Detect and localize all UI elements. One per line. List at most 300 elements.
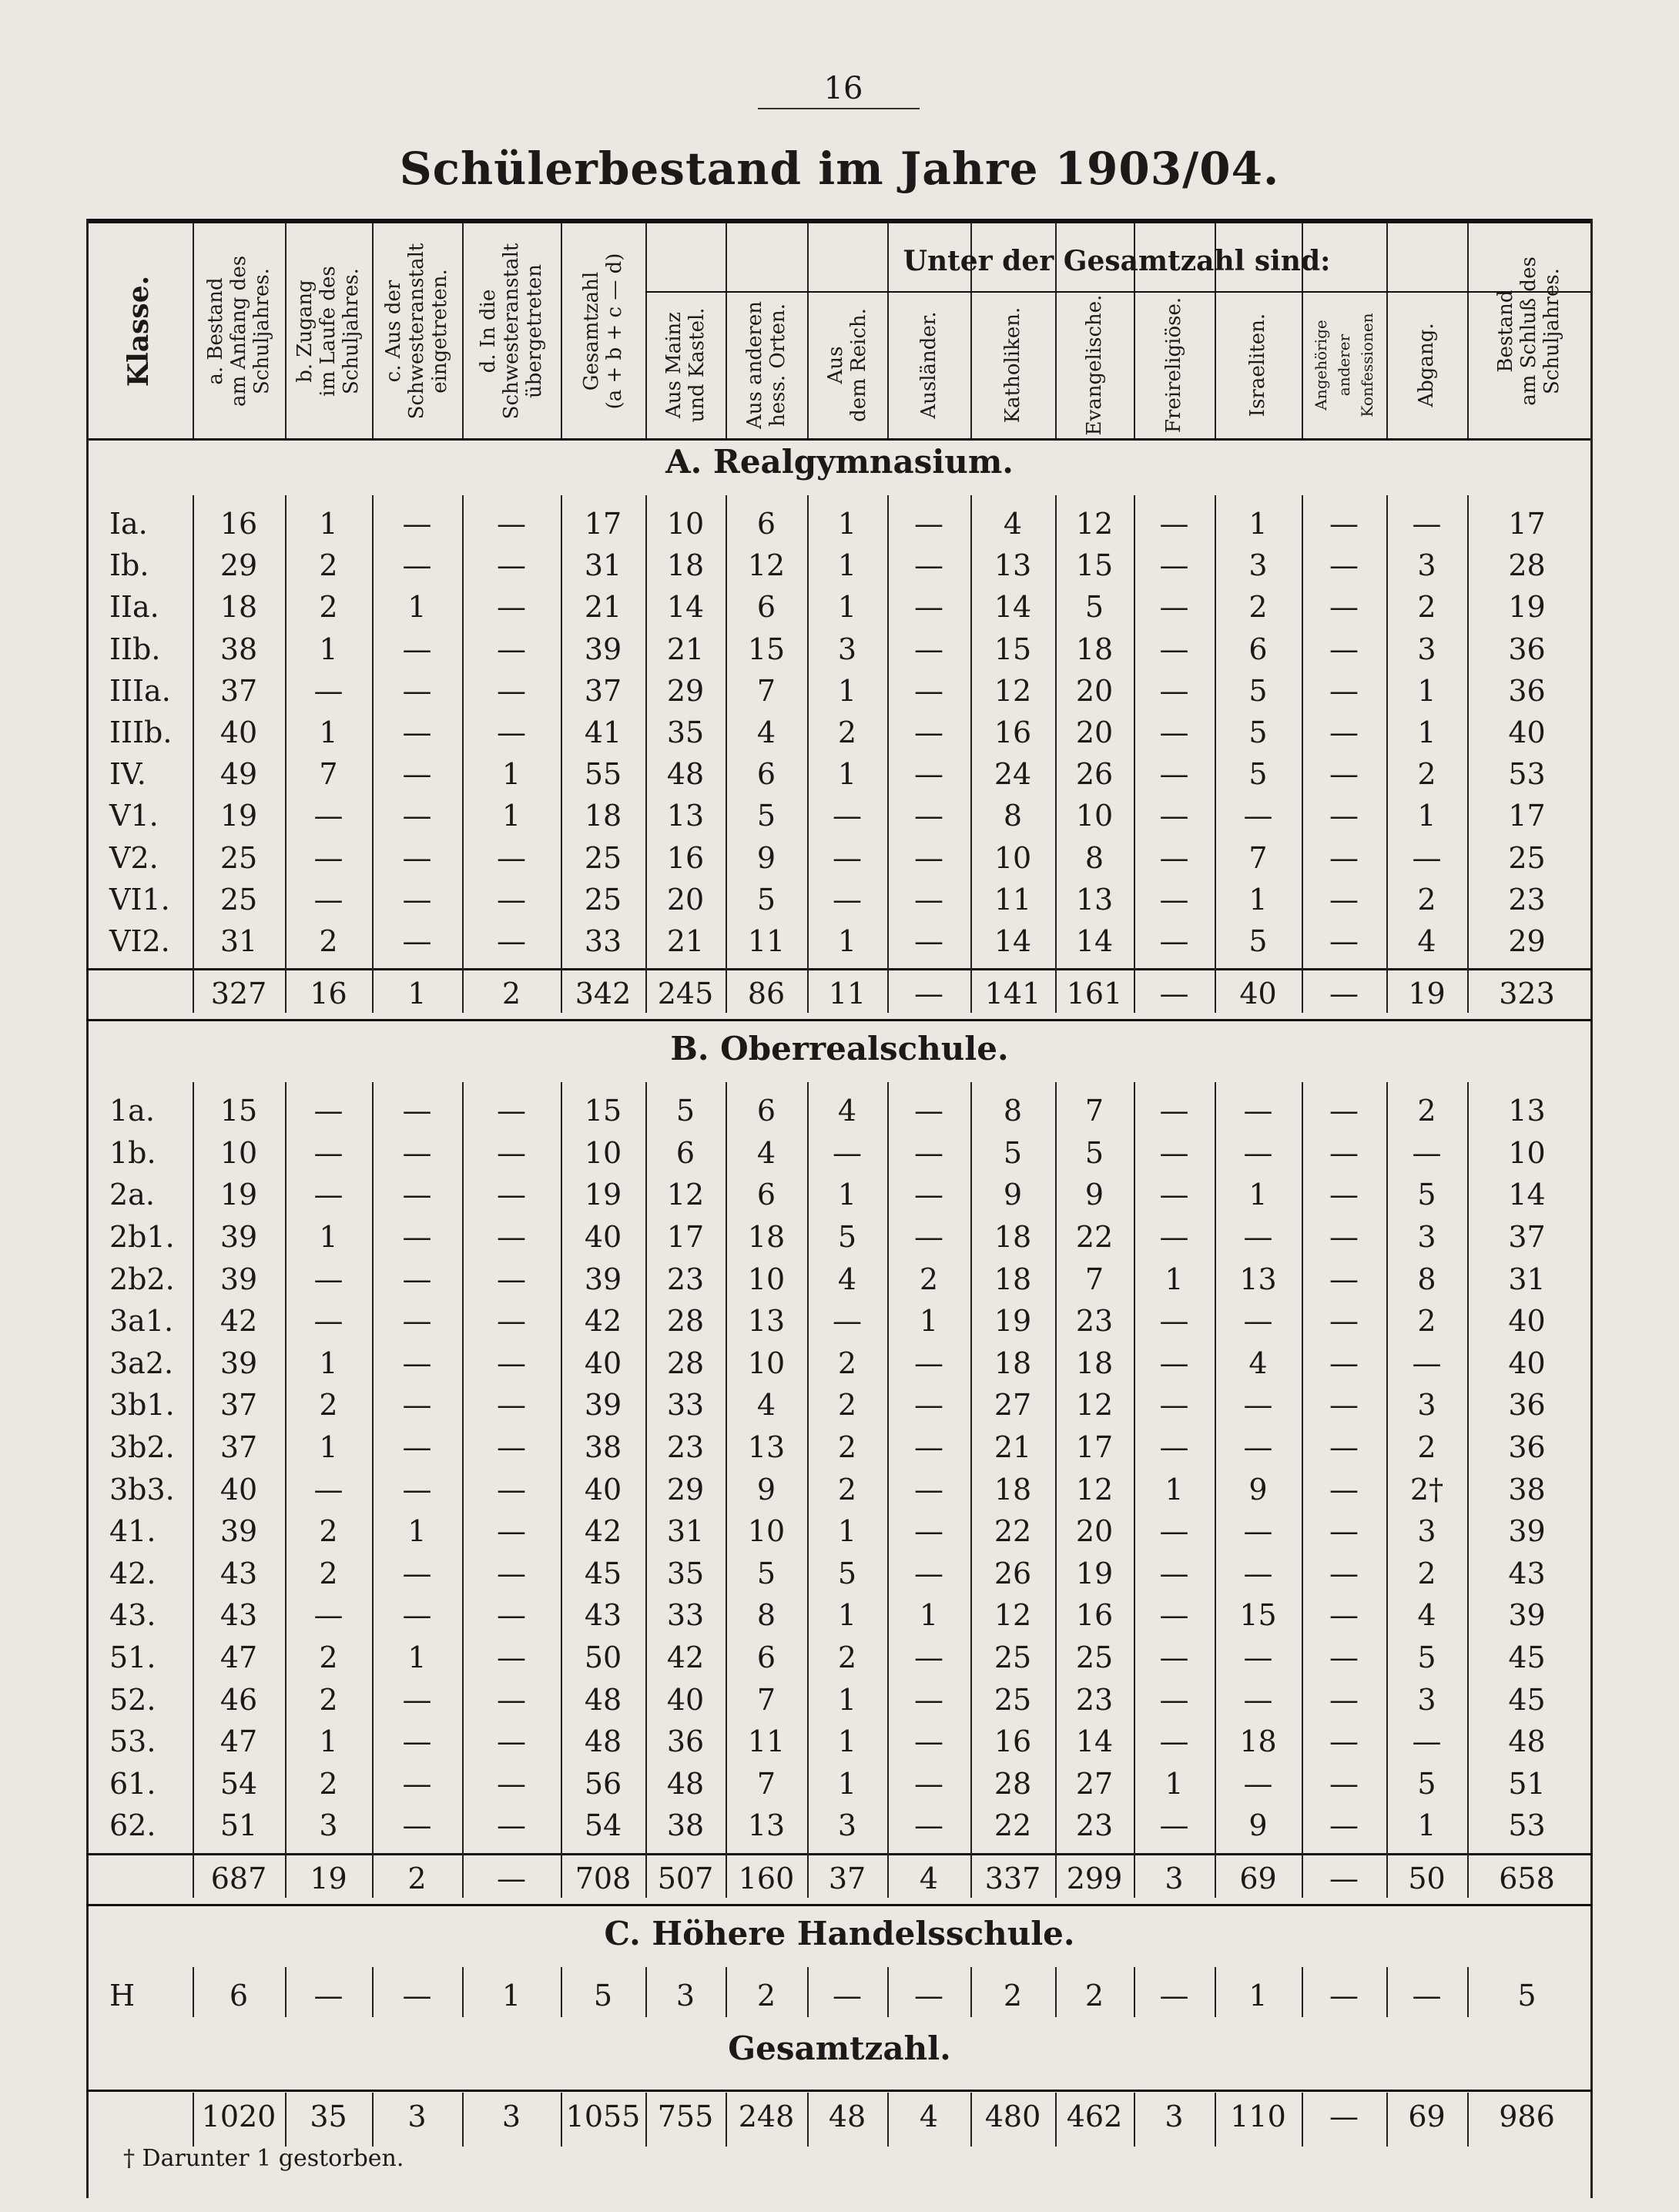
- cell-a: 15: [220, 1094, 258, 1128]
- table-row: [0, 1594, 1679, 1636]
- cell-schluss: 39: [1508, 1514, 1546, 1549]
- cell-ausl: —: [914, 1808, 943, 1843]
- table-row: [0, 1469, 1679, 1510]
- cell-evang: 23: [1075, 1304, 1114, 1339]
- cell-andere: —: [1329, 1514, 1359, 1549]
- column-divider: [285, 1967, 287, 2017]
- cell-total: 48: [584, 1724, 622, 1759]
- cell-evang: 5: [1084, 1135, 1104, 1170]
- cell-isr: 13: [1239, 1262, 1277, 1296]
- cell-klasse: Ia.: [109, 507, 148, 541]
- column-divider: [1215, 2093, 1216, 2147]
- cell-a: 687: [210, 1862, 267, 1895]
- cell-evang: 18: [1075, 632, 1114, 666]
- cell-klasse: 51.: [109, 1641, 156, 1674]
- footnote: † Darunter 1 gestorben.: [123, 2145, 404, 2172]
- cell-abgang: 2: [1417, 1430, 1436, 1464]
- cell-d: —: [497, 1094, 526, 1128]
- cell-b: —: [313, 840, 344, 875]
- column-divider: [645, 1082, 647, 1898]
- cell-abgang: 1: [1417, 716, 1436, 749]
- cell-schluss: 40: [1508, 716, 1546, 749]
- cell-isr: 4: [1248, 1346, 1268, 1380]
- cell-d: —: [497, 1220, 526, 1254]
- table-row: [0, 1805, 1679, 1846]
- column-header-text: Aus Mainz und Kastel.: [662, 307, 709, 423]
- cell-b: 2: [319, 1641, 338, 1674]
- cell-reich: 1: [837, 924, 857, 958]
- cell-reich: 3: [837, 632, 857, 666]
- cell-andere: —: [1329, 1682, 1359, 1717]
- cell-kath: 4: [1003, 507, 1023, 541]
- cell-klasse: 2b1.: [109, 1220, 175, 1254]
- cell-c: —: [402, 1598, 432, 1633]
- cell-reich: 2: [837, 1641, 857, 1674]
- cell-schluss: 10: [1508, 1135, 1546, 1170]
- table-row: [0, 753, 1679, 795]
- column-divider: [887, 1082, 889, 1898]
- cell-c: —: [402, 1766, 432, 1801]
- cell-a: 39: [220, 1346, 258, 1380]
- cell-kath: 24: [994, 757, 1032, 792]
- cell-kath: 12: [994, 673, 1032, 708]
- cell-d: —: [497, 1808, 526, 1843]
- cell-mainz: 16: [666, 840, 705, 875]
- cell-andere: —: [1329, 2099, 1359, 2133]
- cell-klasse: 62.: [109, 1808, 156, 1843]
- column-divider: [193, 2093, 194, 2147]
- column-divider: [193, 1082, 194, 1898]
- cell-kath: 18: [994, 1472, 1032, 1507]
- cell-hess: 13: [747, 1430, 786, 1464]
- cell-d: —: [497, 1724, 526, 1759]
- cell-abgang: 3: [1417, 1514, 1436, 1549]
- cell-klasse: IIb.: [109, 632, 161, 666]
- cell-frei: —: [1159, 840, 1189, 875]
- cell-kath: 21: [994, 1430, 1032, 1464]
- cell-ausl: —: [914, 1388, 943, 1423]
- cell-a: 37: [220, 673, 258, 708]
- column-divider: [285, 2093, 287, 2147]
- column-divider: [970, 1082, 972, 1898]
- cell-hess: 5: [756, 882, 776, 917]
- cell-isr: 2: [1248, 590, 1268, 625]
- cell-andere: —: [1329, 548, 1359, 583]
- cell-isr: —: [1243, 1220, 1273, 1254]
- table-row: [0, 1510, 1679, 1552]
- cell-b: —: [313, 1304, 344, 1339]
- cell-b: 35: [310, 2099, 347, 2133]
- cell-c: 1: [407, 590, 427, 625]
- column-divider: [807, 1082, 809, 1898]
- cell-isr: 7: [1248, 840, 1268, 875]
- table-row: [0, 1132, 1679, 1174]
- cell-abgang: 19: [1408, 977, 1446, 1011]
- section-total-row: [0, 973, 1679, 1014]
- cell-a: 49: [220, 757, 258, 792]
- cell-kath: 27: [994, 1388, 1032, 1423]
- cell-evang: 14: [1075, 924, 1114, 958]
- cell-a: 38: [220, 632, 258, 666]
- cell-kath: 25: [994, 1641, 1032, 1674]
- cell-abgang: 8: [1417, 1262, 1436, 1296]
- cell-hess: 9: [756, 840, 776, 875]
- cell-schluss: 17: [1508, 507, 1546, 541]
- cell-abgang: 1: [1417, 1808, 1436, 1843]
- column-divider: [462, 1082, 464, 1898]
- column-header-text: Freireligiöse.: [1162, 297, 1185, 434]
- cell-ausl: —: [914, 1766, 943, 1801]
- cell-b: 1: [319, 1346, 338, 1380]
- cell-andere: —: [1329, 1388, 1359, 1423]
- cell-frei: —: [1159, 1556, 1189, 1590]
- cell-reich: —: [833, 1135, 862, 1170]
- cell-c: —: [402, 1178, 432, 1212]
- cell-andere: —: [1329, 924, 1359, 958]
- cell-c: —: [402, 1430, 432, 1464]
- cell-hess: 248: [738, 2099, 795, 2133]
- cell-total: 19: [584, 1178, 622, 1212]
- section-end-rule: [86, 1904, 1592, 1906]
- cell-hess: 8: [756, 1598, 776, 1633]
- column-divider: [1055, 1967, 1057, 2017]
- cell-schluss: 323: [1499, 977, 1555, 1011]
- cell-b: 2: [319, 1682, 338, 1717]
- cell-reich: 11: [828, 977, 866, 1011]
- cell-b: 2: [319, 1388, 338, 1423]
- cell-total: 39: [584, 632, 622, 666]
- cell-klasse: 3b1.: [109, 1388, 175, 1423]
- cell-d: —: [497, 1514, 526, 1549]
- cell-d: —: [497, 1641, 526, 1674]
- cell-frei: —: [1159, 1682, 1189, 1717]
- section-heading: C. Höhere Handelsschule.: [604, 1915, 1075, 1952]
- cell-frei: —: [1159, 1430, 1189, 1464]
- column-divider: [462, 1967, 464, 2017]
- column-divider: [1467, 1967, 1469, 2017]
- cell-evang: 20: [1075, 1514, 1114, 1549]
- column-divider: [285, 495, 287, 1013]
- cell-evang: 299: [1066, 1862, 1123, 1895]
- column-header-text: d. In die Schwesteranstalt übergetreten: [477, 243, 546, 420]
- table-row: [0, 1258, 1679, 1300]
- column-divider: [726, 2093, 727, 2147]
- cell-andere: —: [1329, 757, 1359, 792]
- cell-reich: —: [833, 882, 862, 917]
- cell-isr: 1: [1248, 507, 1268, 541]
- cell-c: 1: [407, 977, 427, 1011]
- cell-c: —: [402, 799, 432, 833]
- cell-total: 50: [584, 1641, 622, 1674]
- cell-hess: 2: [756, 1979, 776, 2013]
- cell-d: —: [497, 1178, 526, 1212]
- cell-ausl: 4: [919, 2099, 939, 2133]
- cell-total: 21: [584, 590, 622, 625]
- table-row: [0, 1090, 1679, 1131]
- cell-abgang: —: [1412, 1346, 1442, 1380]
- cell-b: 1: [319, 1724, 338, 1759]
- table-row: [0, 1679, 1679, 1721]
- cell-hess: 15: [747, 632, 786, 666]
- cell-mainz: 5: [675, 1094, 695, 1128]
- cell-isr: 1: [1248, 1178, 1268, 1212]
- cell-schluss: 986: [1499, 2099, 1555, 2133]
- cell-schluss: 19: [1508, 590, 1546, 625]
- cell-ausl: —: [914, 1472, 943, 1507]
- cell-hess: 160: [738, 1862, 795, 1895]
- cell-reich: 2: [837, 1430, 857, 1464]
- cell-mainz: 21: [666, 632, 705, 666]
- cell-b: 2: [319, 548, 338, 583]
- cell-mainz: 6: [675, 1135, 695, 1170]
- cell-klasse: IIa.: [109, 590, 159, 625]
- cell-evang: 16: [1075, 1598, 1114, 1633]
- cell-a: 39: [220, 1220, 258, 1254]
- cell-evang: 5: [1084, 590, 1104, 625]
- cell-isr: 1: [1248, 1979, 1268, 2013]
- page-title: Schülerbestand im Jahre 1903/04.: [399, 142, 1280, 195]
- cell-ausl: —: [914, 840, 943, 875]
- cell-isr: —: [1243, 1641, 1273, 1674]
- cell-andere: —: [1329, 1220, 1359, 1254]
- cell-andere: —: [1329, 590, 1359, 625]
- cell-evang: 7: [1084, 1262, 1104, 1296]
- cell-ausl: —: [914, 977, 943, 1011]
- column-divider: [561, 495, 562, 1013]
- cell-frei: —: [1159, 1598, 1189, 1633]
- cell-klasse: 3a1.: [109, 1304, 174, 1339]
- cell-abgang: 2: [1417, 882, 1436, 917]
- cell-klasse: 2b2.: [109, 1262, 175, 1296]
- cell-kath: 5: [1003, 1135, 1023, 1170]
- cell-schluss: 45: [1508, 1641, 1546, 1674]
- cell-frei: 3: [1165, 1862, 1184, 1895]
- cell-frei: —: [1159, 799, 1189, 833]
- table-row: [0, 712, 1679, 753]
- column-divider: [285, 1082, 287, 1898]
- column-header-text: Aus dem Reich.: [824, 308, 870, 422]
- column-divider: [193, 495, 194, 1013]
- cell-kath: 14: [994, 590, 1032, 625]
- cell-kath: 12: [994, 1598, 1032, 1633]
- cell-b: —: [313, 1178, 344, 1212]
- cell-frei: —: [1159, 1135, 1189, 1170]
- cell-d: —: [497, 1556, 526, 1590]
- cell-total: 40: [584, 1220, 622, 1254]
- cell-schluss: 36: [1508, 1430, 1546, 1464]
- cell-hess: 11: [747, 1724, 786, 1759]
- column-divider: [1386, 2093, 1388, 2147]
- cell-frei: —: [1159, 757, 1189, 792]
- cell-evang: 161: [1066, 977, 1123, 1011]
- cell-b: 2: [319, 1766, 338, 1801]
- cell-ausl: —: [914, 548, 943, 583]
- cell-mainz: 31: [666, 1514, 705, 1549]
- cell-evang: 2: [1084, 1979, 1104, 2013]
- cell-d: —: [497, 548, 526, 583]
- cell-ausl: 1: [919, 1598, 939, 1633]
- cell-total: 39: [584, 1388, 622, 1423]
- cell-d: 1: [501, 757, 521, 792]
- column-divider: [1467, 2093, 1469, 2147]
- column-header-text: Abgang.: [1415, 323, 1438, 407]
- cell-hess: 7: [756, 673, 776, 708]
- table-row: [0, 1637, 1679, 1678]
- cell-c: —: [402, 1682, 432, 1717]
- column-divider: [645, 2093, 647, 2147]
- cell-schluss: 39: [1508, 1598, 1546, 1633]
- cell-a: 6: [229, 1979, 249, 2013]
- cell-mainz: 21: [666, 924, 705, 958]
- cell-d: —: [497, 924, 526, 958]
- column-divider: [726, 495, 727, 1013]
- cell-kath: 18: [994, 1220, 1032, 1254]
- cell-kath: 2: [1003, 1979, 1023, 2013]
- cell-c: —: [402, 1346, 432, 1380]
- table-row: [0, 1300, 1679, 1342]
- column-header-text: Evangelische.: [1083, 294, 1106, 436]
- cell-kath: 22: [994, 1514, 1032, 1549]
- cell-reich: 37: [828, 1862, 866, 1895]
- cell-schluss: 36: [1508, 632, 1546, 666]
- cell-a: 25: [220, 840, 258, 875]
- cell-isr: —: [1243, 1094, 1273, 1128]
- cell-schluss: 37: [1508, 1220, 1546, 1254]
- cell-andere: —: [1329, 1094, 1359, 1128]
- cell-evang: 15: [1075, 548, 1114, 583]
- cell-c: —: [402, 632, 432, 666]
- cell-b: —: [313, 882, 344, 917]
- cell-frei: —: [1159, 507, 1189, 541]
- section-heading: A. Realgymnasium.: [665, 443, 1014, 481]
- cell-isr: —: [1243, 1304, 1273, 1339]
- cell-mainz: 18: [666, 548, 705, 583]
- cell-kath: 9: [1003, 1178, 1023, 1212]
- table-row: [0, 1216, 1679, 1258]
- cell-d: —: [497, 1472, 526, 1507]
- cell-d: —: [497, 1388, 526, 1423]
- cell-klasse: 41.: [109, 1514, 156, 1549]
- table-row: [0, 503, 1679, 545]
- cell-isr: 5: [1248, 924, 1268, 958]
- cell-b: —: [313, 1094, 344, 1128]
- cell-frei: —: [1159, 673, 1189, 708]
- cell-c: —: [402, 1262, 432, 1296]
- cell-frei: —: [1159, 977, 1189, 1011]
- cell-schluss: 5: [1517, 1979, 1537, 2013]
- section-heading: B. Oberrealschule.: [670, 1030, 1009, 1068]
- cell-abgang: 3: [1417, 1220, 1436, 1254]
- cell-hess: 4: [756, 1135, 776, 1170]
- cell-reich: 2: [837, 1388, 857, 1423]
- cell-a: 19: [220, 1178, 258, 1212]
- cell-a: 54: [220, 1766, 258, 1801]
- cell-andere: —: [1329, 1598, 1359, 1633]
- table-row: [0, 837, 1679, 879]
- cell-evang: 8: [1084, 840, 1104, 875]
- cell-kath: 8: [1003, 799, 1023, 833]
- cell-d: —: [497, 673, 526, 708]
- column-divider: [1386, 1082, 1388, 1898]
- cell-frei: —: [1159, 1388, 1189, 1423]
- cell-isr: 1: [1248, 882, 1268, 917]
- cell-mainz: 23: [666, 1430, 705, 1464]
- column-divider: [193, 1967, 194, 2017]
- cell-reich: 1: [837, 548, 857, 583]
- cell-andere: —: [1329, 1724, 1359, 1759]
- cell-evang: 23: [1075, 1682, 1114, 1717]
- column-divider: [887, 2093, 889, 2147]
- cell-d: —: [497, 590, 526, 625]
- cell-c: —: [402, 548, 432, 583]
- cell-frei: —: [1159, 924, 1189, 958]
- column-divider: [807, 1967, 809, 2017]
- cell-kath: 11: [994, 882, 1032, 917]
- section-end-rule: [86, 1019, 1592, 1021]
- cell-total: 25: [584, 882, 622, 917]
- cell-abgang: 5: [1417, 1178, 1436, 1212]
- cell-hess: 7: [756, 1682, 776, 1717]
- cell-b: —: [313, 1262, 344, 1296]
- cell-reich: 1: [837, 1766, 857, 1801]
- table-row: [0, 879, 1679, 920]
- column-divider: [462, 495, 464, 1013]
- cell-b: 1: [319, 716, 338, 749]
- cell-b: 1: [319, 507, 338, 541]
- cell-reich: 1: [837, 1682, 857, 1717]
- cell-andere: —: [1329, 673, 1359, 708]
- cell-abgang: —: [1412, 507, 1442, 541]
- cell-b: 2: [319, 924, 338, 958]
- cell-ausl: —: [914, 507, 943, 541]
- grand-total-heading: Gesamtzahl.: [728, 2029, 951, 2067]
- cell-kath: 15: [994, 632, 1032, 666]
- cell-abgang: 5: [1417, 1766, 1436, 1801]
- cell-klasse: 43.: [109, 1598, 156, 1633]
- column-divider: [970, 1967, 972, 2017]
- cell-mainz: 10: [666, 507, 705, 541]
- cell-a: 37: [220, 1388, 258, 1423]
- cell-frei: —: [1159, 1514, 1189, 1549]
- cell-a: 40: [220, 1472, 258, 1507]
- cell-andere: —: [1329, 1135, 1359, 1170]
- cell-mainz: 48: [666, 1766, 705, 1801]
- cell-mainz: 12: [666, 1178, 705, 1212]
- cell-klasse: H: [109, 1979, 136, 2013]
- cell-reich: 2: [837, 1472, 857, 1507]
- cell-a: 1020: [201, 2099, 276, 2133]
- cell-hess: 13: [747, 1808, 786, 1843]
- cell-frei: —: [1159, 632, 1189, 666]
- cell-hess: 6: [756, 1094, 776, 1128]
- cell-kath: 18: [994, 1346, 1032, 1380]
- cell-andere: —: [1329, 1304, 1359, 1339]
- cell-kath: 14: [994, 924, 1032, 958]
- column-divider: [1134, 495, 1135, 1013]
- cell-a: 43: [220, 1598, 258, 1633]
- cell-reich: 1: [837, 1598, 857, 1633]
- cell-a: 51: [220, 1808, 258, 1843]
- cell-a: 43: [220, 1556, 258, 1590]
- cell-hess: 11: [747, 924, 786, 958]
- cell-b: 3: [319, 1808, 338, 1843]
- cell-total: 10: [584, 1135, 622, 1170]
- cell-ausl: —: [914, 1220, 943, 1254]
- cell-hess: 6: [756, 590, 776, 625]
- cell-mainz: 13: [666, 799, 705, 833]
- column-divider: [726, 1082, 727, 1898]
- cell-total: 55: [584, 757, 622, 792]
